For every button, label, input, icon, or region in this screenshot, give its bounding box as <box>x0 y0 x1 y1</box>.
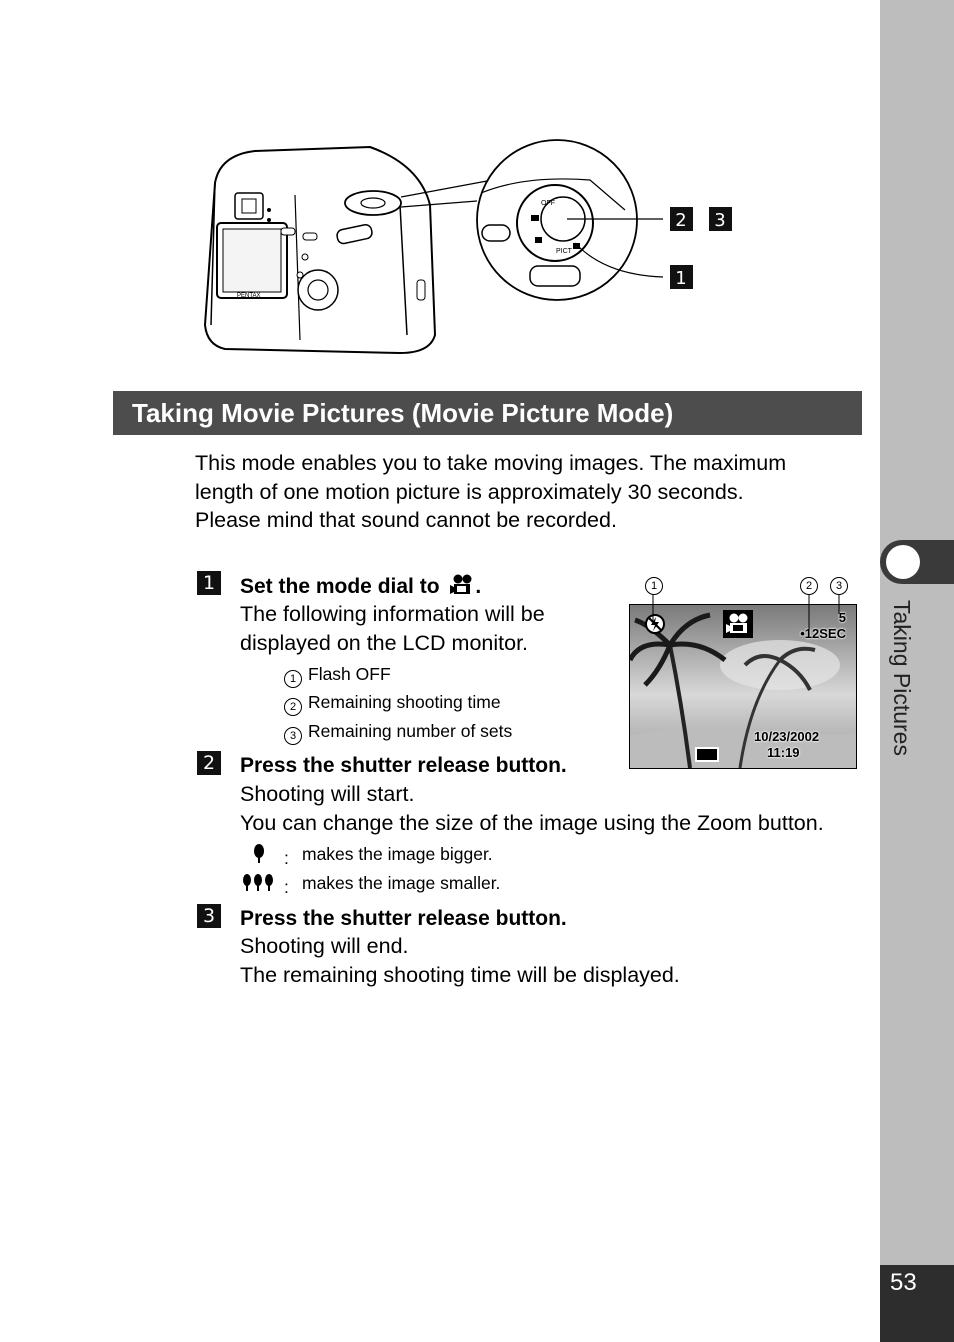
page-number: 53 <box>890 1269 917 1296</box>
step-1-item <box>284 721 512 745</box>
step-2-heading: Press the shutter release button. <box>240 754 567 777</box>
item-text: Flash OFF <box>308 664 391 684</box>
chapter-tab-dot <box>886 545 920 579</box>
zoom-wide-row <box>240 871 640 895</box>
step-1-heading <box>240 574 481 599</box>
step-1-heading-text: Set the mode dial to <box>240 575 440 598</box>
intro-line: Please mind that sound cannot be recorded. <box>195 508 617 532</box>
dial-off-text: OFF <box>541 200 555 207</box>
callout-step-2: 2 <box>675 210 687 231</box>
step-2-line: Shooting will start. <box>240 782 415 806</box>
step-1-item <box>284 692 501 716</box>
marker-1: 1 <box>284 670 302 688</box>
lcd-remaining-sets: 5 <box>838 610 846 625</box>
item-text: Remaining shooting time <box>308 692 501 712</box>
step-2-line: You can change the size of the image using the Zoom button. <box>240 811 824 835</box>
step-3-line: Shooting will end. <box>240 934 409 958</box>
zoom-wide-text: makes the image smaller. <box>302 873 501 893</box>
step-3-heading: Press the shutter release button. <box>240 907 567 930</box>
svg-text:PENTAX: PENTAX <box>237 293 261 299</box>
step-3-number: 3 <box>197 904 221 928</box>
callout-marker: 1 <box>645 577 663 595</box>
battery-icon <box>695 747 719 762</box>
dial-pict-text: PICT <box>556 248 572 255</box>
step-1-item <box>284 664 391 688</box>
tele-icon <box>240 842 280 866</box>
intro-line: length of one motion picture is approximately 30 seconds. <box>195 479 744 504</box>
zoom-tele-row <box>240 842 640 866</box>
zoom-separator: : <box>284 848 289 868</box>
item-text: Remaining number of sets <box>308 721 513 741</box>
lcd-date: 10/23/2002 <box>754 729 820 744</box>
wide-icon <box>240 871 280 895</box>
callout-step-3: 3 <box>714 210 726 231</box>
callout-marker: 2 <box>800 577 818 595</box>
section-heading-bar <box>113 391 862 435</box>
lcd-callout-leaders <box>629 592 855 642</box>
step-1-line: The following information will be <box>240 602 545 626</box>
chapter-tab <box>880 540 954 584</box>
zoom-separator: : <box>284 877 289 897</box>
callout-step-1: 1 <box>675 268 687 289</box>
intro-line: This mode enables you to take moving images. The maximum <box>195 451 787 475</box>
step-1-heading-suffix: . <box>475 575 482 598</box>
step-1-line: displayed on the LCD monitor. <box>240 631 529 655</box>
intro-paragraph <box>195 449 865 535</box>
step-2-number: 2 <box>197 751 221 775</box>
lcd-clock: 11:19 <box>767 745 800 760</box>
marker-2: 2 <box>284 698 302 716</box>
lcd-remaining-time: •12SEC <box>800 626 846 641</box>
step-1-number: 1 <box>197 571 221 595</box>
step-3-line: The remaining shooting time will be displayed. <box>240 963 680 987</box>
camera-illustration <box>195 135 755 360</box>
movie-mode-icon <box>449 574 475 596</box>
page-number-box <box>880 1265 954 1342</box>
zoom-tele-text: makes the image bigger. <box>302 844 493 864</box>
callout-marker: 3 <box>830 577 848 595</box>
chapter-label: Taking Pictures <box>889 600 915 756</box>
marker-3: 3 <box>284 727 302 745</box>
section-title: Taking Movie Pictures (Movie Picture Mode) <box>132 398 674 428</box>
